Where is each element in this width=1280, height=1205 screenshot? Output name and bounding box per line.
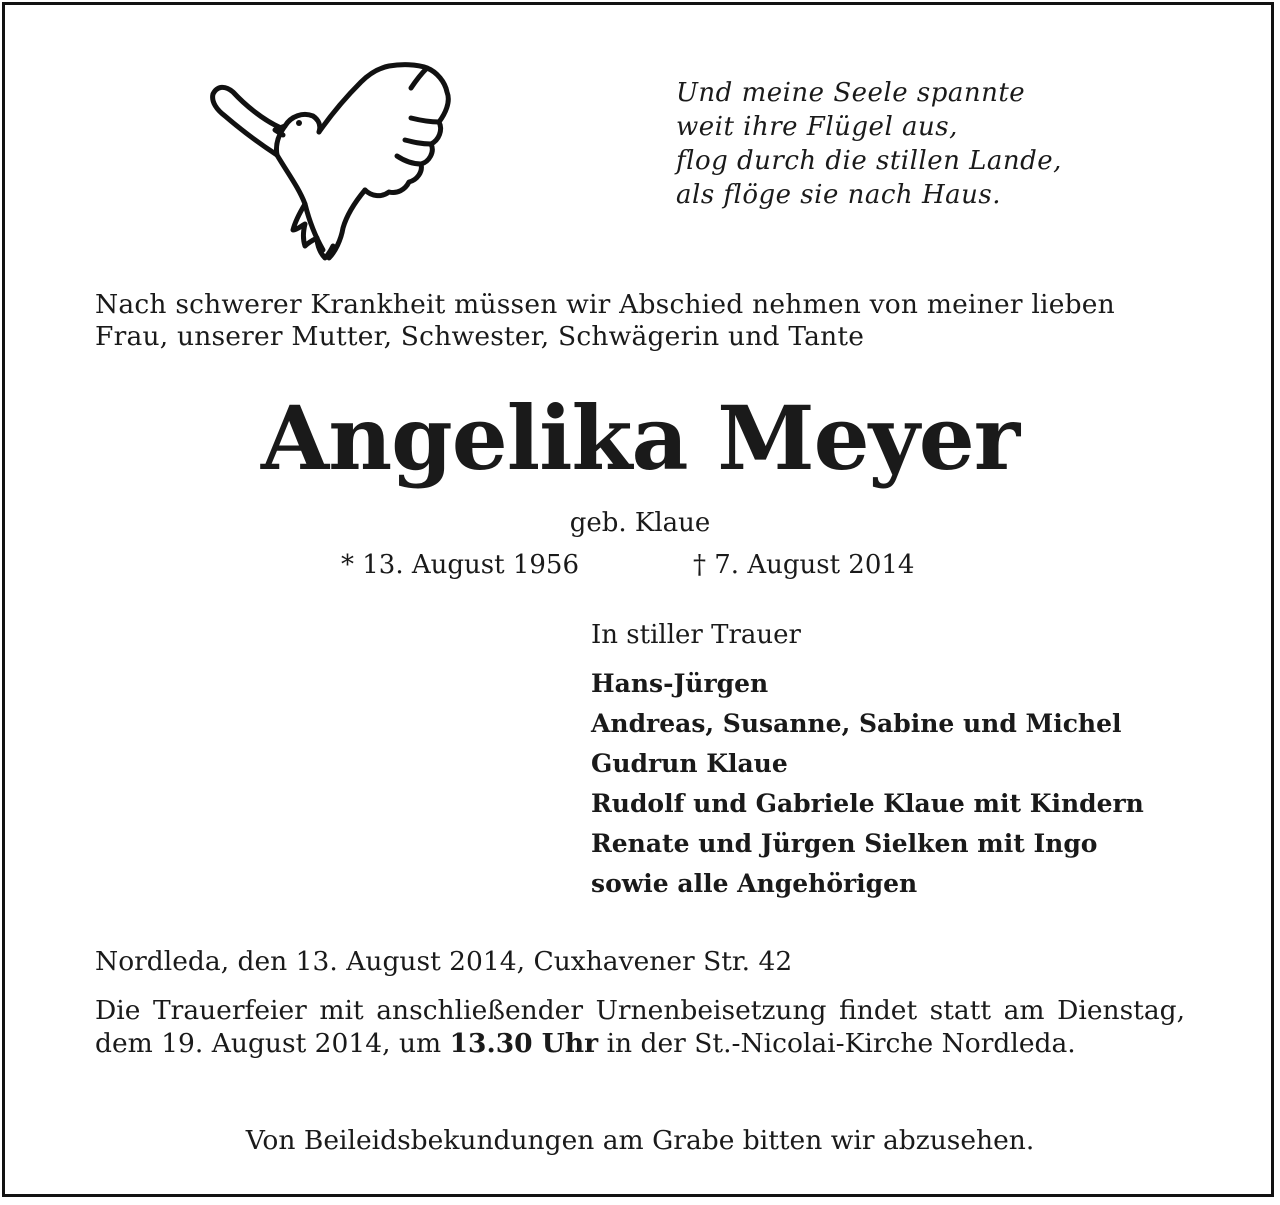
maiden-name: geb. Klaue xyxy=(569,508,711,538)
mourner-line: Andreas, Susanne, Sabine und Michel xyxy=(591,709,1122,738)
poem-line: flog durch die stillen Lande, xyxy=(676,146,1062,176)
mourner-line: Hans-Jürgen xyxy=(591,669,769,698)
ceremony-text-before: Die Trauerfeier mit anschließender Urnenbeisetzung findet statt am Dienstag, dem 19. August 2014, um xyxy=(95,995,1185,1059)
birth-date: * 13. August 1956 xyxy=(341,550,580,580)
poem-line: weit ihre Flügel aus, xyxy=(676,112,958,142)
poem-line: Und meine Seele spannte xyxy=(676,78,1026,108)
ceremony-time: 13.30 Uhr xyxy=(449,1028,599,1059)
ceremony-text-after: in der St.-Nicolai-Kirche Nordleda. xyxy=(598,1028,1076,1059)
poem-line: als flöge sie nach Haus. xyxy=(676,180,1001,210)
mourners-list xyxy=(591,664,1144,904)
mourner-line: Renate und Jürgen Sielken mit Ingo xyxy=(591,829,1098,858)
death-date: † 7. August 2014 xyxy=(693,550,915,580)
place-date: Nordleda, den 13. August 2014, Cuxhavener Str. 42 xyxy=(95,946,793,977)
dove-icon xyxy=(205,60,460,265)
ceremony-info xyxy=(95,994,1185,1060)
intro-text: Nach schwerer Krankheit müssen wir Abschied nehmen von meiner lieben Frau, unserer Mutter, Schwester, Schwägerin und Tante xyxy=(95,289,1115,352)
deceased-name: Angelika Meyer xyxy=(260,386,1020,490)
closing-note: Von Beileidsbekundungen am Grabe bitten wir abzusehen. xyxy=(245,1125,1035,1156)
mourner-line: Rudolf und Gabriele Klaue mit Kindern xyxy=(591,789,1144,818)
mourner-line: sowie alle Angehörigen xyxy=(591,869,918,898)
mourner-line: Gudrun Klaue xyxy=(591,749,788,778)
mourning-heading: In stiller Trauer xyxy=(591,620,801,650)
poem xyxy=(676,76,1062,212)
